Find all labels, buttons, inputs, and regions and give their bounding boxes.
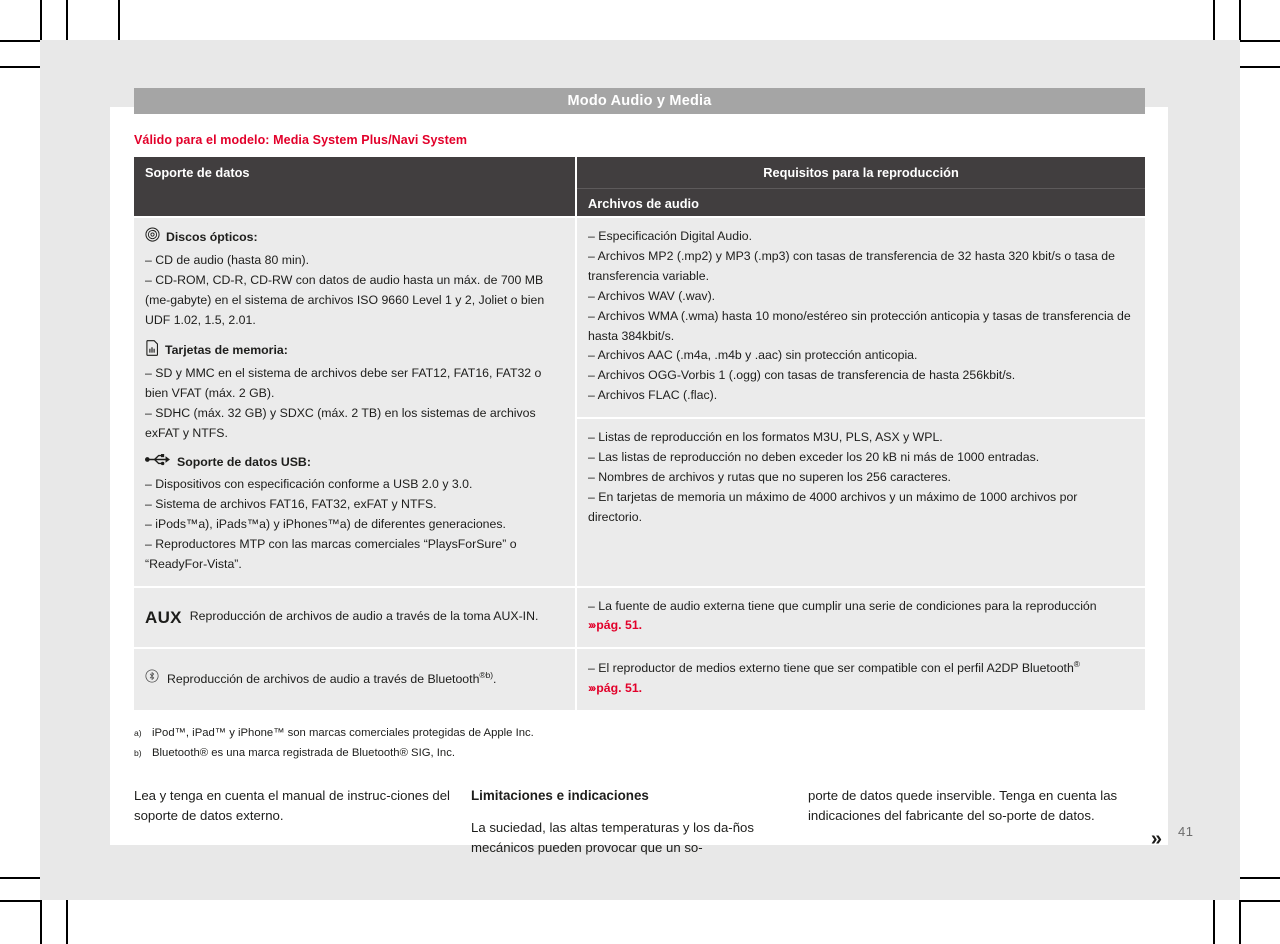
bottom-column-1 [134, 786, 471, 859]
bottom-column-2 [471, 786, 808, 859]
footnotes [134, 724, 1145, 764]
table-header-right-label: Requisitos para la reproducción [763, 165, 959, 180]
footnote-a-marker: a) [134, 728, 142, 739]
aux-left-text: Reproducción de archivos de audio a través de la toma AUX-IN. [189, 609, 539, 624]
table-header-right [577, 157, 1145, 216]
usb-icon [145, 453, 171, 473]
crop-mark-top-left-v [66, 0, 68, 40]
aux-link-chevron-icon: ››› [588, 618, 595, 633]
bluetooth-right-text: – El reproductor de medios externo tiene que ser compatible con el perfil A2DP Bluetooth [588, 661, 1074, 676]
optical-disc-icon [145, 227, 160, 249]
optical-line-2: – CD-ROM, CD-R, CD-RW con datos de audio hasta un máx. de 700 MB (me-gabyte) en el sistema de archivos ISO 9660 Level 1 y 2, Joliet o bien UDF 1.02, 1.5, 2.01. [145, 272, 545, 327]
bluetooth-left-cell [134, 649, 575, 710]
bottom-column-2-text: La suciedad, las altas temperaturas y los da-ños mecánicos pueden provocar que un so- [471, 820, 754, 856]
memory-cards-title: Tarjetas de memoria: [165, 343, 288, 358]
optical-line-1: – CD de audio (hasta 80 min). [145, 252, 310, 267]
memory-line-2: – SDHC (máx. 32 GB) y SDXC (máx. 2 TB) en los sistemas de archivos exFAT y NTFS. [145, 406, 536, 441]
crop-mark-bottom-right-v [1213, 900, 1215, 944]
usb-line-2: – Sistema de archivos FAT16, FAT32, exFAT y NTFS. [145, 496, 437, 511]
audio-line-1: – Especificación Digital Audio. [588, 229, 753, 243]
bottom-column-2-heading: Limitaciones e indicaciones [471, 787, 649, 803]
memory-cards-heading [145, 340, 563, 363]
playlist-line-3: – Nombres de archivos y rutas que no superen los 256 caracteres. [588, 469, 951, 484]
audio-line-2: – Archivos MP2 (.mp2) y MP3 (.mp3) con tasas de transferencia de 32 hasta 320 kbit/s o tasa de transferencia variable. [588, 248, 1115, 283]
footnote-b-marker: b) [134, 747, 142, 758]
crop-mark-bottom-right-v2 [1239, 900, 1241, 944]
table-header-right-sublabel: Archivos de audio [588, 196, 699, 211]
crop-mark-bottom-left-h2 [0, 900, 40, 902]
audio-line-3: – Archivos WAV (.wav). [588, 288, 716, 303]
bottom-column-1-text: Lea y tenga en cuenta el manual de instruc-ciones del soporte de datos externo. [134, 787, 450, 823]
table-header-left-label: Soporte de datos [145, 165, 250, 180]
aux-left-cell [134, 588, 575, 648]
crop-mark-top-right-v2 [1239, 0, 1241, 40]
page-content [134, 133, 1159, 858]
playlist-line-1: – Listas de reproducción en los formatos M3U, PLS, ASX y WPL. [588, 430, 943, 445]
table-body-row-media [134, 218, 1145, 586]
usb-title: Soporte de datos USB: [177, 455, 311, 470]
bottom-columns [134, 786, 1159, 859]
usb-line-3: – iPods™a), iPads™a) y iPhones™a) de diferentes generaciones. [145, 516, 506, 531]
crop-mark-top-left-h [0, 40, 40, 42]
memory-line-1: – SD y MMC en el sistema de archivos debe ser FAT12, FAT16, FAT32 o bien VFAT (máx. 2 GB). [145, 366, 542, 401]
table-header-left [134, 157, 575, 216]
aux-right-text: – La fuente de audio externa tiene que cumplir una serie de condiciones para la reproducción [588, 598, 1097, 613]
valid-for-model: Válido para el modelo: Media System Plus/Navi System [134, 133, 468, 147]
bluetooth-left-text: Reproducción de archivos de audio a través de Bluetooth [167, 672, 480, 687]
chapter-title-bar [134, 88, 1145, 114]
media-requirements-table [134, 157, 1145, 710]
table-body-row-aux [134, 588, 1145, 648]
page-number: 41 [1178, 824, 1194, 839]
audio-line-6: – Archivos OGG-Vorbis 1 (.ogg) con tasas de transferencia de hasta 256kbit/s. [588, 368, 1016, 383]
footnote-b-text: Bluetooth® es una marca registrada de Bluetooth® SIG, Inc. [152, 746, 456, 759]
footnote-b [134, 744, 1145, 764]
crop-mark-bottom-right-h2 [1240, 900, 1280, 902]
audio-files-cell [577, 218, 1145, 417]
chapter-title: Modo Audio y Media [567, 93, 712, 109]
bluetooth-left-end: . [493, 672, 497, 687]
usb-heading [145, 453, 563, 473]
crop-mark-top-right-h2 [1240, 66, 1280, 68]
crop-mark-top-left-corner-v [40, 0, 42, 40]
usb-line-1: – Dispositivos con especificación conforme a USB 2.0 y 3.0. [145, 476, 473, 491]
sd-card-icon [145, 340, 159, 363]
audio-line-5: – Archivos AAC (.m4a, .m4b y .aac) sin protección anticopia. [588, 348, 918, 363]
crop-mark-bottom-left-h [0, 877, 40, 879]
bluetooth-icon [145, 669, 159, 690]
continue-arrow-icon: » [1150, 827, 1159, 850]
bluetooth-page-link[interactable]: pág. 51. [596, 681, 643, 696]
requirements-stack [577, 218, 1145, 586]
crop-mark-top-left-h2 [0, 66, 40, 68]
bluetooth-left-sup: ®b) [479, 670, 494, 681]
table-body-row-bluetooth [134, 649, 1145, 710]
aux-page-link[interactable]: pág. 51. [596, 618, 643, 633]
audio-line-4: – Archivos WMA (.wma) hasta 10 mono/estéreo sin protección anticopia y tasas de transferencia de hasta 384kbit/s. [588, 308, 1131, 343]
crop-mark-top-left-v2 [118, 0, 120, 40]
bluetooth-right-sup: ® [1073, 659, 1080, 670]
bluetooth-link-chevron-icon: ››› [588, 681, 595, 696]
playlists-cell [577, 419, 1145, 585]
usb-line-4: – Reproductores MTP con las marcas comerciales “PlaysForSure” o “ReadyFor-Vista”. [145, 536, 517, 571]
crop-mark-top-right-h [1240, 40, 1280, 42]
footnote-a-text: iPod™, iPad™ y iPhone™ son marcas comerciales protegidas de Apple Inc. [152, 727, 534, 740]
crop-mark-bottom-left-v [40, 900, 42, 944]
playlist-line-2: – Las listas de reproducción no deben exceder los 20 kB ni más de 1000 entradas. [588, 450, 1040, 465]
audio-line-7: – Archivos FLAC (.flac). [588, 388, 718, 403]
playlist-line-4: – En tarjetas de memoria un máximo de 4000 archivos y un máximo de 1000 archivos por directorio. [588, 489, 1078, 524]
crop-mark-bottom-right-h [1240, 877, 1280, 879]
crop-mark-bottom-left-v2 [66, 900, 68, 944]
footnote-a [134, 724, 1145, 744]
optical-discs-heading [145, 227, 563, 249]
bottom-column-3-text: porte de datos quede inservible. Tenga en cuenta las indicaciones del fabricante del so-porte de datos. [808, 787, 1118, 823]
aux-icon: AUX [145, 607, 182, 627]
bottom-column-3 [808, 786, 1145, 859]
crop-mark-top-right-v [1213, 0, 1215, 40]
media-support-cell [134, 218, 575, 586]
optical-discs-title: Discos ópticos: [166, 230, 258, 244]
table-header-row [134, 157, 1145, 216]
aux-right-cell [577, 588, 1145, 648]
bluetooth-right-cell [577, 649, 1145, 710]
